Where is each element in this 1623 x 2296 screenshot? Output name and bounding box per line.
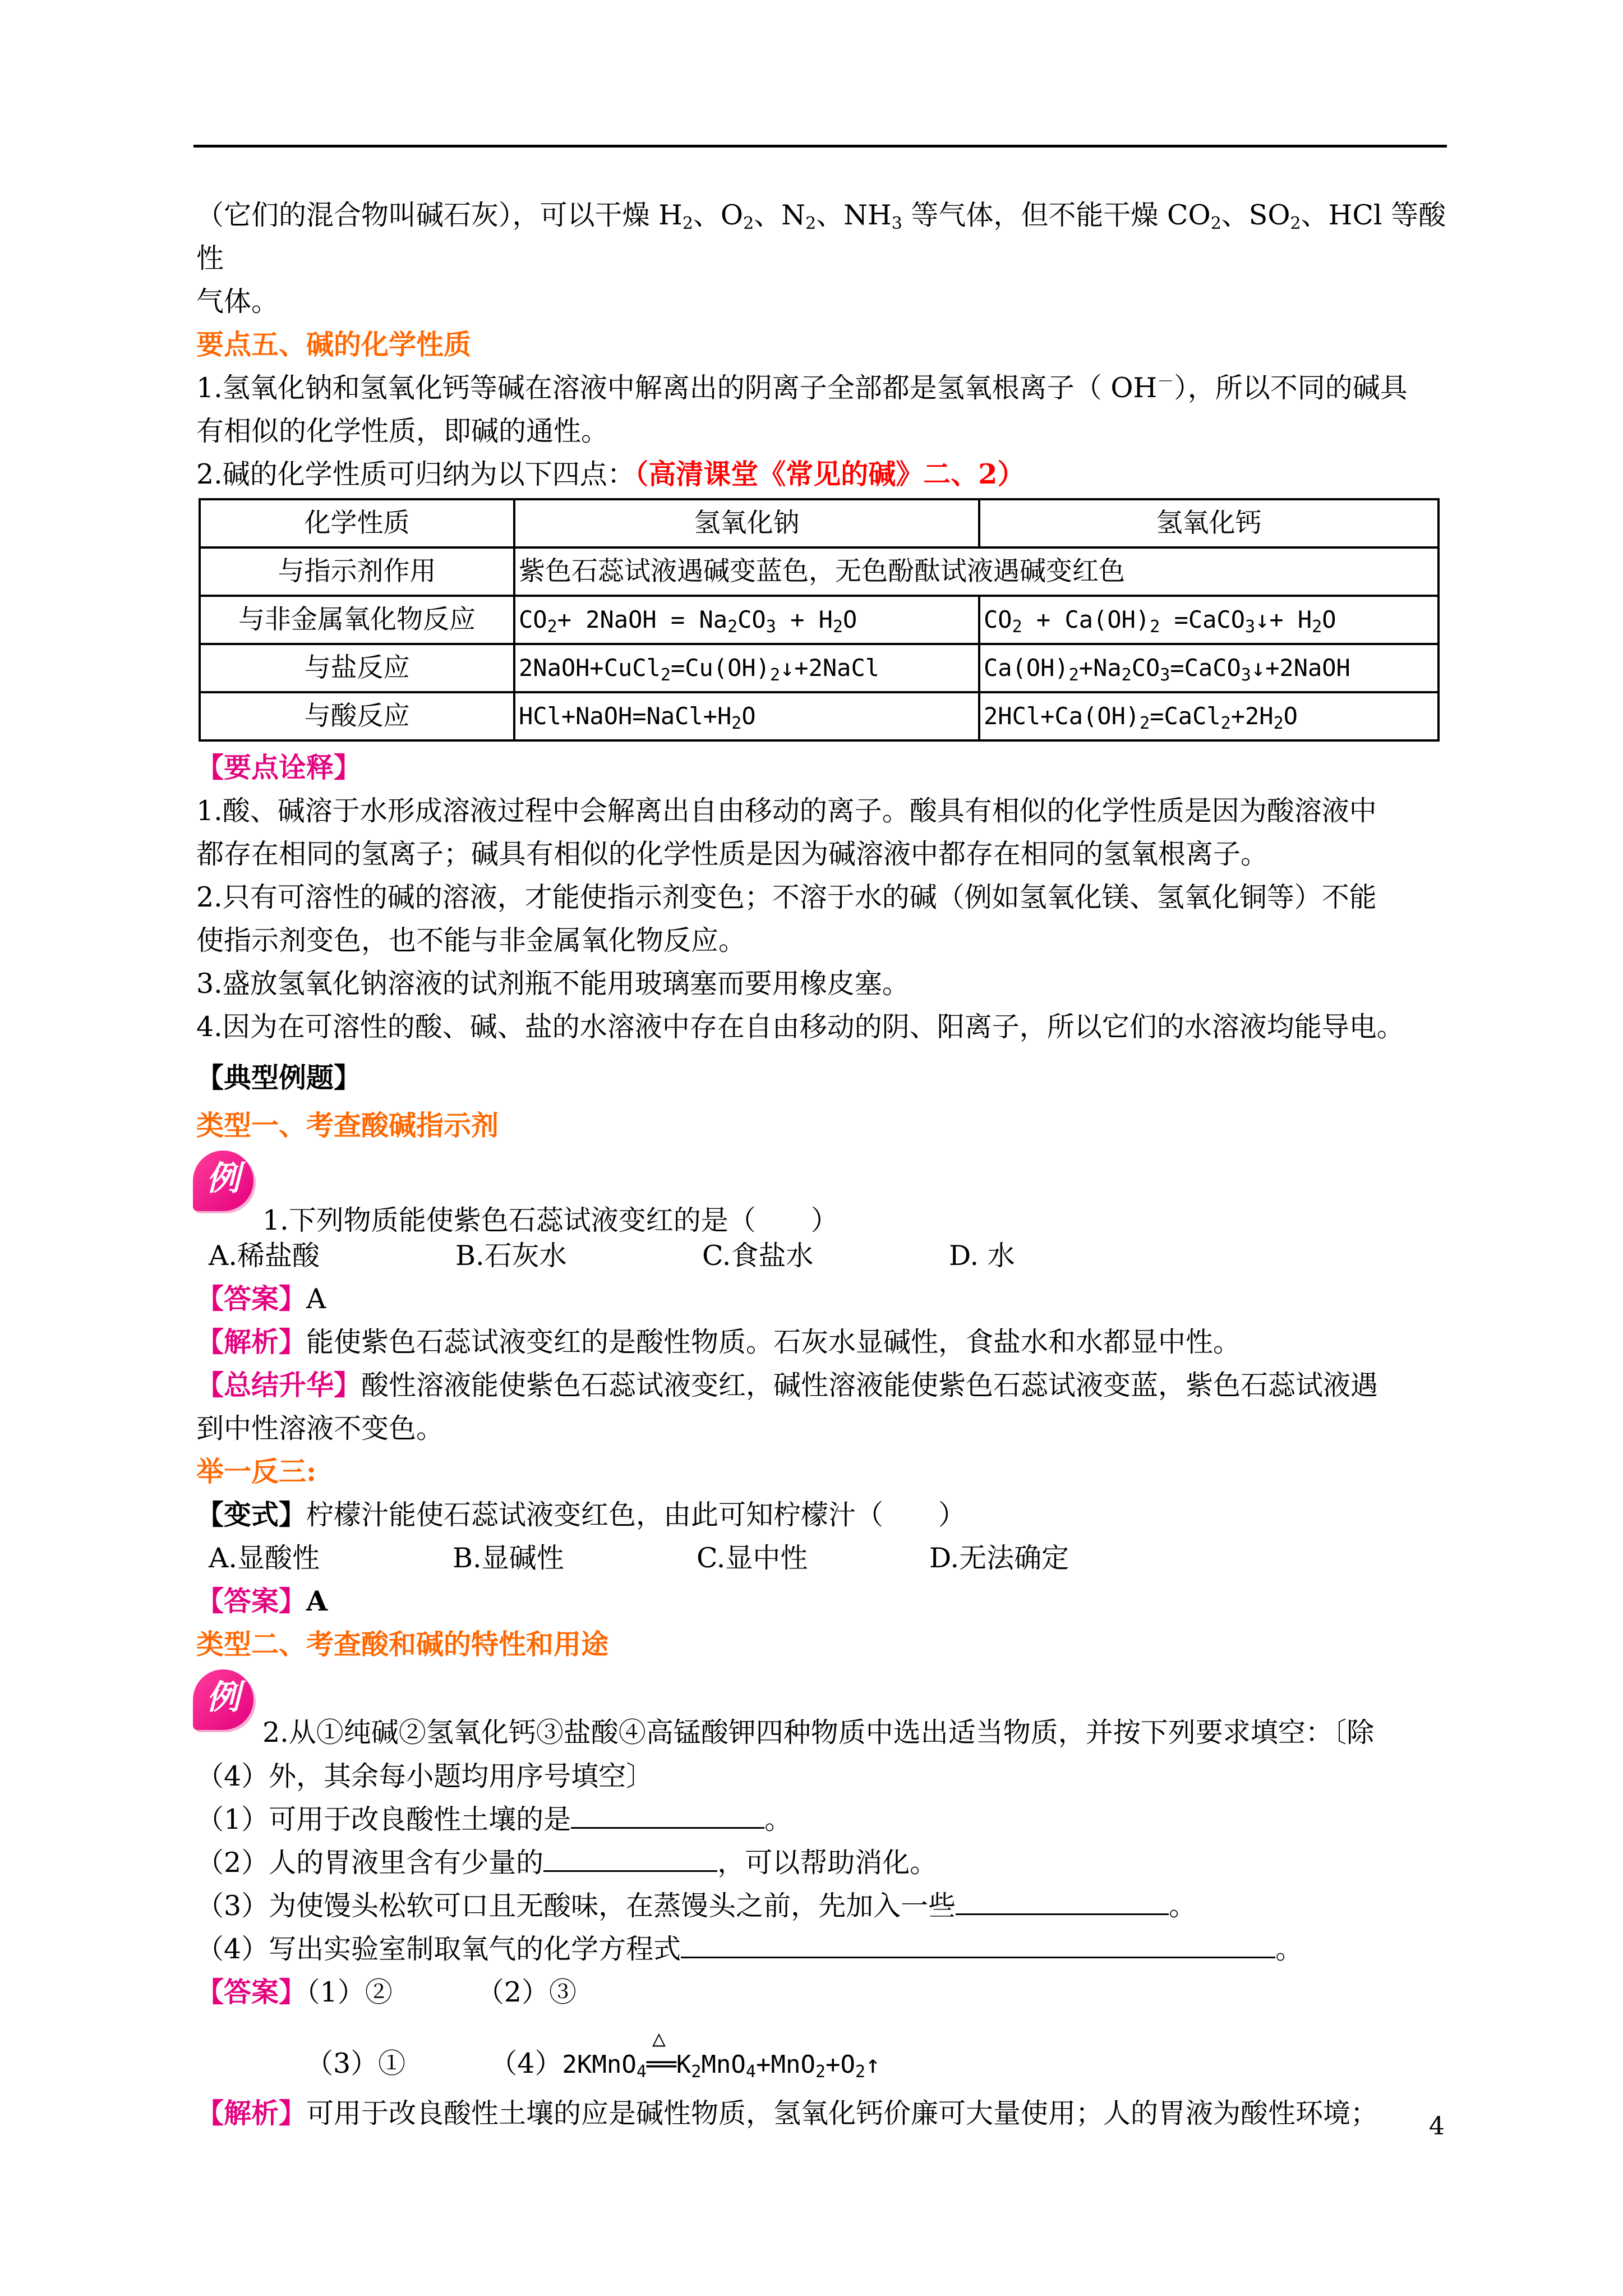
header-naoh: 氢氧化钠 — [514, 499, 979, 547]
extension-title: 举一反三: — [196, 1455, 317, 1488]
row-label: 与盐反应 — [200, 644, 514, 692]
option: D.无法确定 — [929, 1542, 1069, 1574]
note-line: 都存在相同的氢离子；碱具有相似的化学性质是因为碱溶液中都存在相同的氢氧根离子。 — [196, 838, 1269, 870]
option: A.显酸性 — [209, 1542, 320, 1574]
answer-blank — [543, 1844, 717, 1872]
question-2-part-1: （1）可用于改良酸性土壤的是 。 — [196, 1798, 1448, 1841]
equation-cell: $CO_2+$ 2NaOH = $Na_2CO_3 + H_2O$ — [514, 596, 979, 644]
example-badge-icon: 例 — [193, 1669, 253, 1730]
type-1-title: 类型一、考查酸碱指示剂 — [196, 1109, 499, 1142]
delta-icon: △ — [652, 2026, 666, 2051]
variant-answer: 【答案】A — [196, 1585, 328, 1617]
question-2-part-2: （2）人的胃液里含有少量的 ，可以帮助消化。 — [196, 1841, 1448, 1884]
sec5-para-2: 2.碱的化学性质可归纳为以下四点：（高清课堂《常见的碱》二、2） — [196, 458, 1025, 490]
question-2-part-4: （4）写出实验室制取氧气的化学方程式 。 — [196, 1927, 1448, 1971]
intro-line-1: （它们的混合物叫碱石灰），可以干燥 $H_2$、$O_2$、$N_2$、$NH_3$ 等气体，但不能干燥 $CO_2$、$SO_2$、HCl 等酸性 — [196, 199, 1446, 274]
note-line: 使指示剂变色，也不能与非金属氧化物反应。 — [196, 924, 746, 956]
table-row — [200, 644, 1438, 692]
example-1-header — [196, 1147, 1448, 1251]
option: C.显中性 — [697, 1542, 808, 1574]
page-number: 4 — [1429, 2112, 1445, 2141]
equation-cell: $HCl+NaOH=NaCl+H_2O$ — [514, 692, 979, 740]
sec5-para-1: 1.氢氧化钠和氢氧化钙等碱在溶液中解离出的阴离子全部都是氢氧根离子（ OH－），所以不同的碱具 — [196, 372, 1408, 404]
variant-question: 【变式】柠檬汁能使石蕊试液变红色，由此可知柠檬汁（ ） — [196, 1498, 966, 1531]
option: A.稀盐酸 — [209, 1240, 320, 1272]
header-rule — [193, 145, 1447, 148]
equation-cell: $2NaOH+CuCl_2=Cu(OH)_2↓+2NaCl$ — [514, 644, 979, 692]
equation-cell: $CO_2 + Ca(OH)_2$ =CaCO$_3$↓+ $H_2O$ — [979, 596, 1438, 644]
option: B.显碱性 — [453, 1542, 564, 1574]
note-line: 1.酸、碱溶于水形成溶液过程中会解离出自由移动的离子。酸具有相似的化学性质是因为酸溶液中 — [196, 795, 1377, 827]
summary-1b: 到中性溶液不变色。 — [196, 1412, 444, 1444]
row-label: 与非金属氧化物反应 — [200, 596, 514, 644]
sec5-para-1b: 有相似的化学性质，即碱的通性。 — [196, 415, 609, 447]
indicator-cell: 紫色石蕊试液遇碱变蓝色，无色酚酞试液遇碱变红色 — [514, 547, 1438, 596]
summary-1: 【总结升华】酸性溶液能使紫色石蕊试液变红，碱性溶液能使紫色石蕊试液变蓝，紫色石蕊试液遇 — [196, 1369, 1378, 1401]
example-2-header — [196, 1666, 1448, 1749]
question-2-part-3: （3）为使馒头松软可口且无酸味，在蒸馒头之前，先加入一些 。 — [196, 1884, 1448, 1927]
note-line: 4.因为在可溶性的酸、碱、盐的水溶液中存在自由移动的阴、阳离子，所以它们的水溶液均能导电。 — [196, 1011, 1404, 1043]
lecture-reference: （高清课堂《常见的碱》二、2） — [634, 458, 1025, 490]
row-label: 与酸反应 — [200, 692, 514, 740]
heating-equals-sign: △ ══ — [647, 2043, 676, 2086]
option: C.食盐水 — [702, 1240, 814, 1272]
header-property: 化学性质 — [200, 499, 514, 547]
answer-2-line-1: 【答案】（1）② （2）③ — [196, 1976, 577, 2008]
analysis-1: 【解析】能使紫色石蕊试液变红的是酸性物质。石灰水显碱性，食盐水和水都显中性。 — [196, 1326, 1241, 1358]
question-2: 2.从①纯碱②氢氧化钙③盐酸④高锰酸钾四种物质中选出适当物质，并按下列要求填空：〔除 — [262, 1717, 1375, 1749]
question-2-cont: （4）外，其余每小题均用序号填空〕 — [196, 1760, 654, 1792]
equation-cell: $2HCl+Ca(OH)_2=CaCl_2+2H_2O$ — [979, 692, 1438, 740]
examples-title: 【典型例题】 — [196, 1061, 362, 1094]
answer-blank — [681, 1931, 1275, 1958]
analysis-2: 【解析】可用于改良酸性土壤的应是碱性物质，氢氧化钙价廉可大量使用；人的胃液为酸性环境； — [196, 2097, 1378, 2129]
page-content — [196, 194, 1448, 2135]
table-header-row — [200, 499, 1438, 547]
intro-line-2: 气体。 — [196, 286, 279, 318]
answer-1: 【答案】A — [196, 1282, 326, 1315]
table-row — [200, 547, 1438, 596]
variant-options — [196, 1536, 1448, 1580]
answer-blank — [956, 1888, 1169, 1915]
section-5-title: 要点五、碱的化学性质 — [196, 328, 472, 361]
answer-2-line-2: （3）① （4）2KMnO$_4$ △ $══K_2MnO_4+MnO_2+O_2↑$ — [196, 2042, 1448, 2086]
table-row — [200, 596, 1438, 644]
type-2-title: 类型二、考查酸和碱的特性和用途 — [196, 1628, 609, 1660]
note-line: 2.只有可溶性的碱的溶液，才能使指示剂变色；不溶于水的碱（例如氢氧化镁、氢氧化铜等）不能 — [196, 881, 1377, 913]
note-line: 3.盛放氢氧化钠溶液的试剂瓶不能用玻璃塞而要用橡皮塞。 — [196, 968, 910, 1000]
table-row — [200, 692, 1438, 740]
header-caoh2: 氢氧化钙 — [979, 499, 1438, 547]
row-label: 与指示剂作用 — [200, 547, 514, 596]
answer-blank — [571, 1801, 764, 1829]
question-1: 1.下列物质能使紫色石蕊试液变红的是（ ） — [262, 1204, 838, 1236]
base-properties-table — [199, 498, 1440, 742]
equation-cell: $Ca(OH)_2+Na_2CO_3=CaCO_3↓+2NaOH$ — [979, 644, 1438, 692]
option: B.石灰水 — [455, 1240, 567, 1272]
example-badge-icon: 例 — [193, 1151, 253, 1211]
notes-title: 【要点诠释】 — [196, 751, 362, 784]
option: D. 水 — [949, 1240, 1015, 1272]
